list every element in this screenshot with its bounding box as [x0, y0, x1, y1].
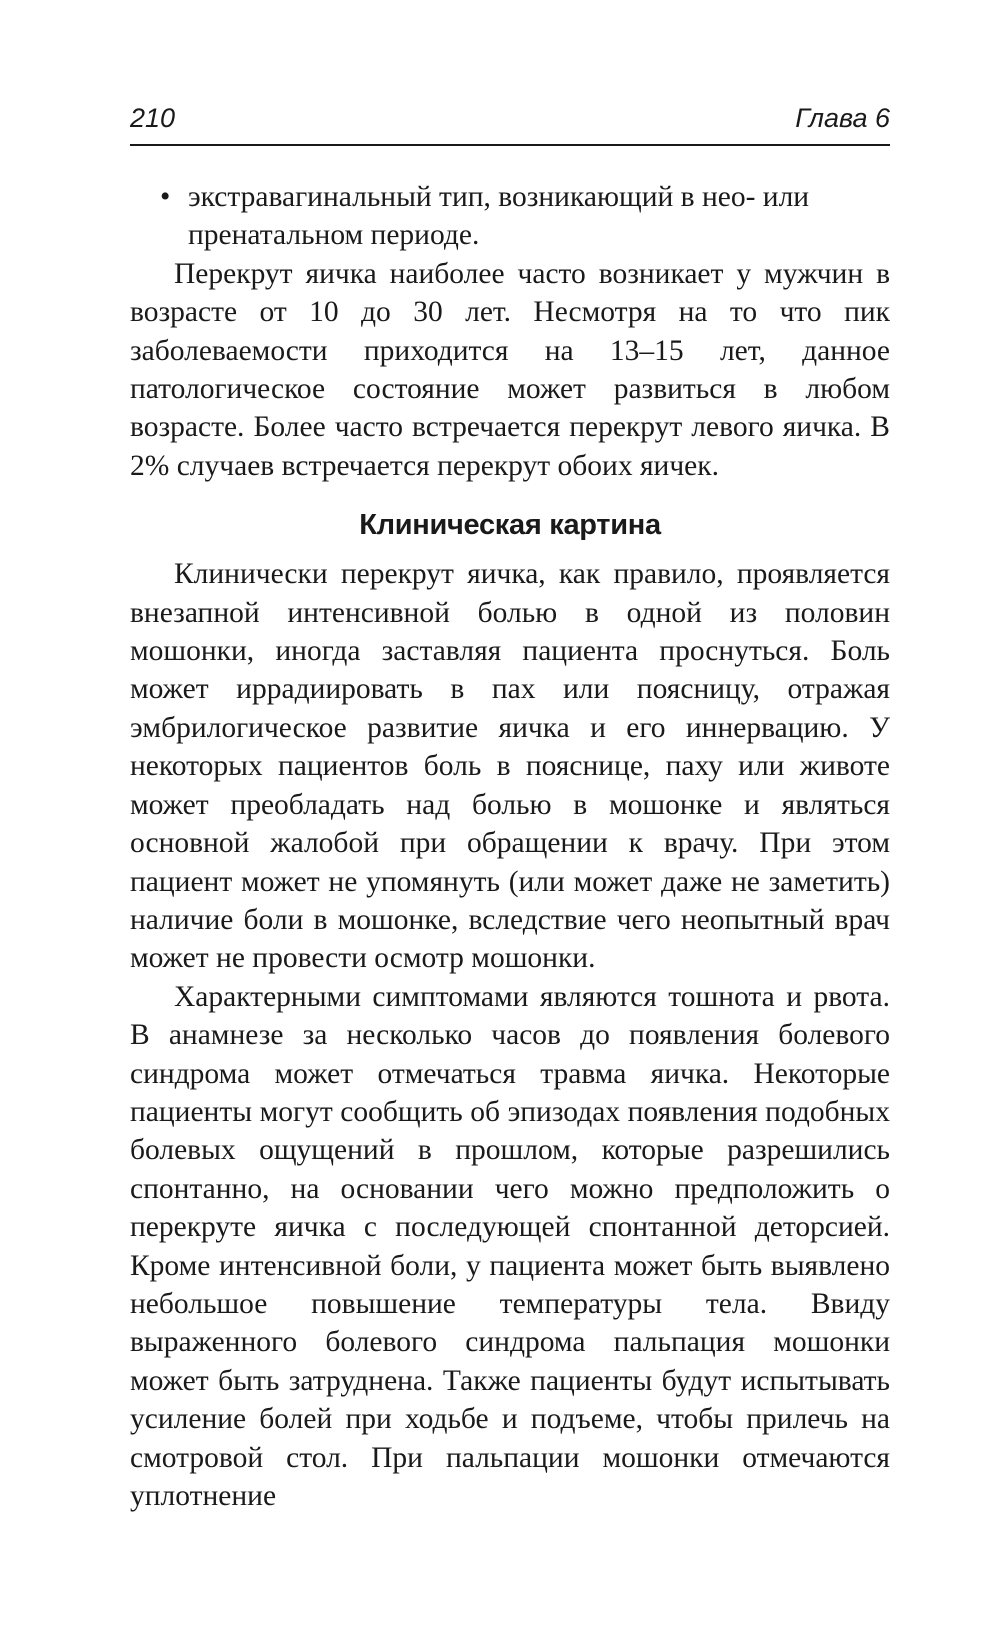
paragraph: Клинически перекрут яичка, как правило, проявляется внезапной интенсивной болью в одной из половин мошонки, иногда заставляя пациента проснуться. Боль может иррадиировать в пах или поясницу, отражая эмбрилогическое развитие яичка и его иннервацию. У некоторых пациентов боль в пояснице, паху или животе может преобладать над болью в мошонке и являться основной жалобой при обращении к врачу. При этом пациент может не упомянуть (или может даже не заметить) наличие боли в мошонке, вследствие чего неопытный врач может не провести осмотр мошонки.	[130, 558, 890, 975]
bullet-icon: •	[160, 181, 171, 213]
running-head	[130, 100, 890, 146]
bullet-text: экстравагинальный тип, возникающий в нео- или пренатальном периоде.	[188, 181, 810, 252]
chapter-title: Глава 6	[795, 103, 890, 133]
page-body	[130, 178, 890, 1515]
paragraph: Перекрут яичка наиболее часто возникает у мужчин в возрасте от 10 до 30 лет. Несмотря на то что пик заболеваемости приходится на 13–15 лет, данное патологическое состояние может развиться в любом возрасте. Более часто встречается перекрут левого яичка. В 2% случаев встречается перекрут обоих яичек.	[130, 257, 890, 482]
page-number: 210	[130, 103, 176, 133]
book-page	[130, 100, 890, 1515]
section-heading: Клиническая картина	[359, 509, 661, 542]
paragraph: Характерными симптомами являются тошнота и рвота. В анамнезе за несколько часов до появления болевого синдрома может отмечаться травма яичка. Некоторые пациенты могут сообщить об эпизодах появления подобных болевых ощущений в прошлом, которые разрешились спонтанно, на основании чего можно предположить о перекруте яичка с последующей спонтанной деторсией. Кроме интенсивной боли, у пациента может быть выявлено небольшое повышение температуры тела. Ввиду выраженного болевого синдрома пальпация мошонки может быть затруднена. Также пациенты будут испытывать усиление болей при ходьбе и подъеме, чтобы прилечь на смотровой стол. При пальпации мошонки отмечаются уплотнение	[130, 980, 890, 1512]
bullet-list	[130, 178, 890, 255]
list-item	[130, 178, 890, 255]
